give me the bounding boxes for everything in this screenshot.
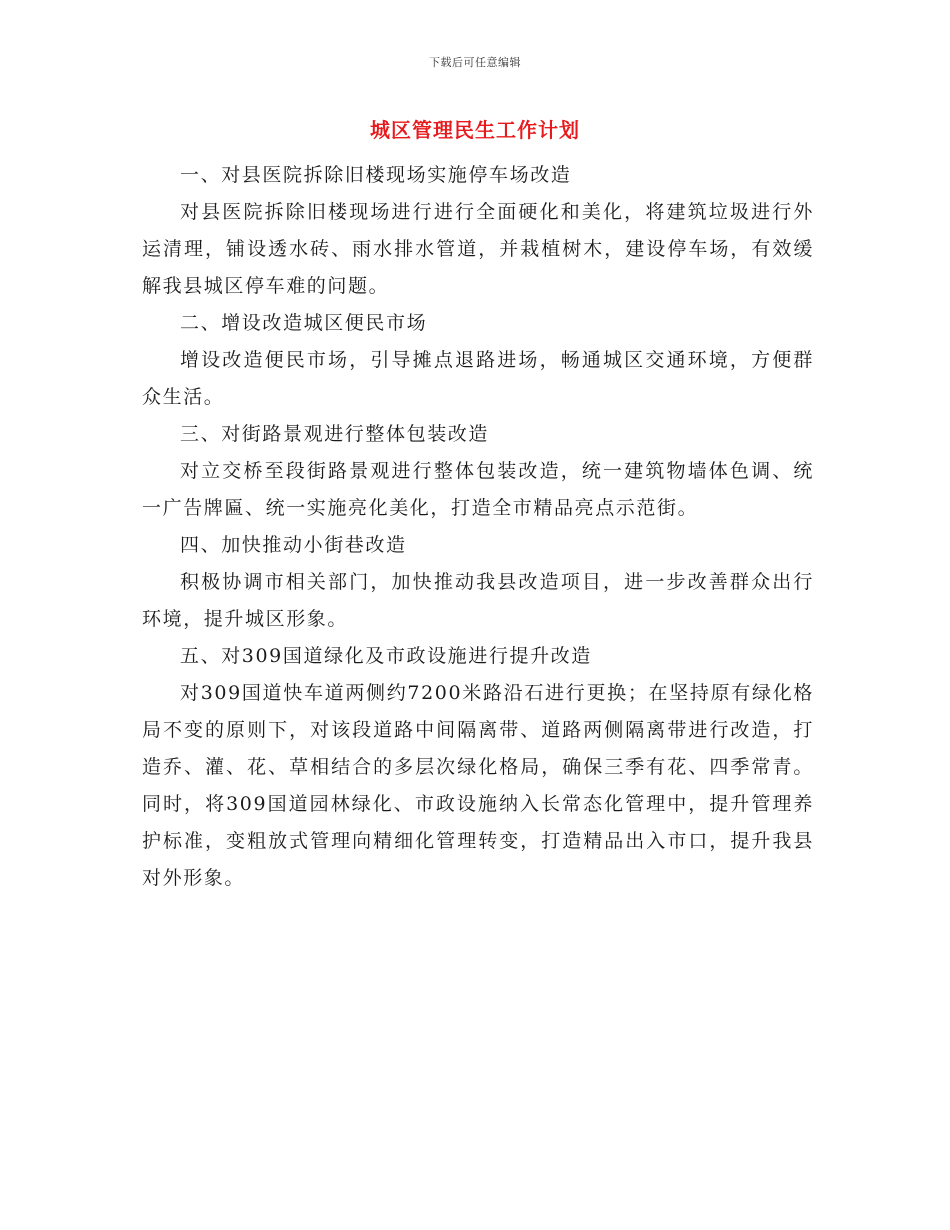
- section-body-1: 对县医院拆除旧楼现场进行进行全面硬化和美化，将建筑垃圾进行外运清理，铺设透水砖、雨水排水管道，并栽植树木，建设停车场，有效缓解我县城区停车难的问题。: [142, 201, 814, 297]
- section-heading-1: 一、对县医院拆除旧楼现场实施停车场改造: [180, 164, 572, 186]
- document-body: [142, 157, 814, 897]
- section-heading-3: 三、对街路景观进行整体包装改造: [180, 423, 490, 445]
- section-heading-2: 二、增设改造城区便民市场: [180, 312, 428, 334]
- section-body-5: 对309国道快车道两侧约7200米路沿石进行更换；在坚持原有绿化格局不变的原则下，对该段道路中间隔离带、道路两侧隔离带进行改造，打造乔、灌、花、草相结合的多层次绿化格局，确保三季有花、四季常青。同时，将309国道园林绿化、市政设施纳入长常态化管理中，提升管理养护标准，变粗放式管理向精细化管理转变，打造精品出入市口，提升我县对外形象。: [142, 682, 814, 889]
- section-body-2: 增设改造便民市场，引导摊点退路进场，畅通城区交通环境，方便群众生活。: [142, 349, 814, 408]
- section-body-4: 积极协调市相关部门，加快推动我县改造项目，进一步改善群众出行环境，提升城区形象。: [142, 571, 814, 630]
- page-header-note: 下载后可任意编辑: [429, 56, 521, 69]
- document-title: 城区管理民生工作计划: [370, 118, 580, 142]
- section-heading-4: 四、加快推动小街巷改造: [180, 534, 407, 556]
- section-body-3: 对立交桥至段街路景观进行整体包装改造，统一建筑物墙体色调、统一广告牌匾、统一实施亮化美化，打造全市精品亮点示范街。: [142, 460, 814, 519]
- section-heading-5: 五、对309国道绿化及市政设施进行提升改造: [180, 645, 592, 667]
